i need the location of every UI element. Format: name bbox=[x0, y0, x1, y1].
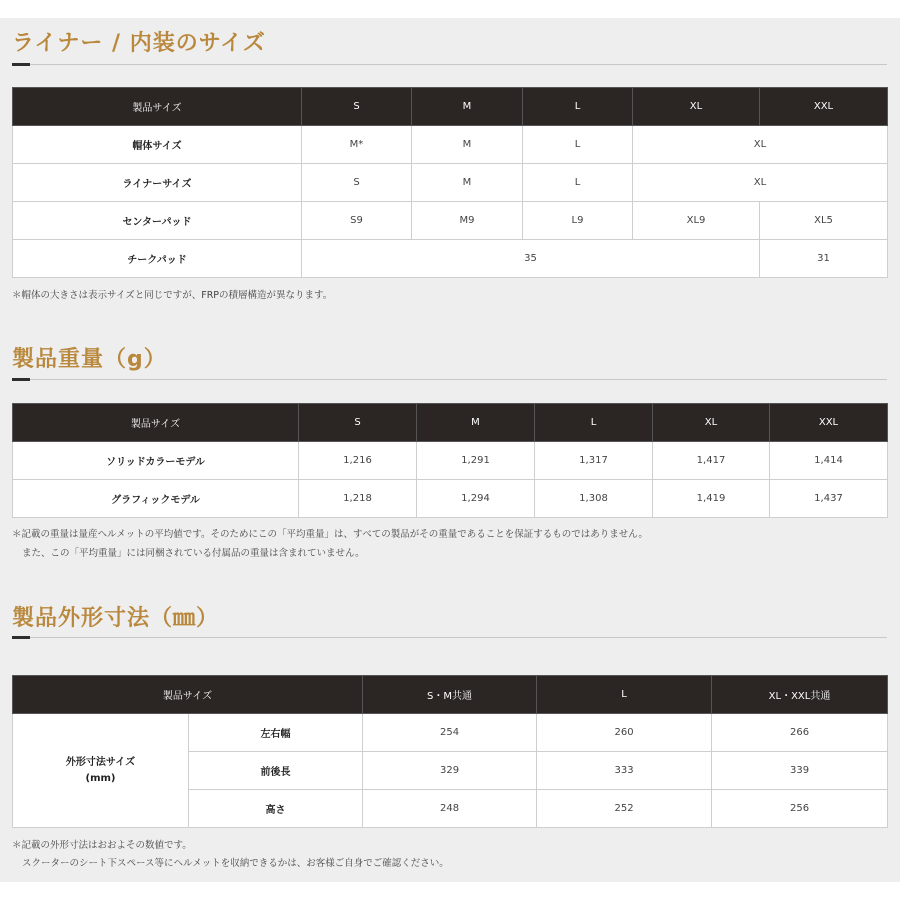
weight-header-xl: XL bbox=[653, 404, 770, 442]
liner-size-table bbox=[12, 87, 888, 278]
cell-value: 266 bbox=[712, 714, 888, 752]
weight-footnote-2: また、この「平均重量」には同梱されている付属品の重量は含まれていません。 bbox=[22, 548, 365, 559]
cell-value: 1,437 bbox=[770, 480, 888, 518]
liner-header-xl: XL bbox=[633, 88, 760, 126]
cell-value: 260 bbox=[537, 714, 712, 752]
weight-table bbox=[12, 403, 888, 518]
cell-value: S bbox=[302, 164, 412, 202]
cell-value: XL5 bbox=[760, 202, 888, 240]
cell-value: 1,414 bbox=[770, 442, 888, 480]
table-row bbox=[13, 480, 888, 518]
cell-value: 1,216 bbox=[299, 442, 417, 480]
weight-header-l: L bbox=[535, 404, 653, 442]
table-row bbox=[13, 442, 888, 480]
cell-value: XL9 bbox=[633, 202, 760, 240]
cell-value: 1,294 bbox=[417, 480, 535, 518]
table-row bbox=[13, 714, 888, 752]
cell-value: 256 bbox=[712, 790, 888, 828]
cell-value: 1,419 bbox=[653, 480, 770, 518]
weight-header-product-size: 製品サイズ bbox=[13, 404, 299, 442]
table-row bbox=[13, 126, 888, 164]
liner-title-rule bbox=[12, 64, 887, 65]
weight-header-m: M bbox=[417, 404, 535, 442]
table-row bbox=[13, 202, 888, 240]
row-label-length: 前後長 bbox=[189, 752, 363, 790]
dimensions-header-product-size: 製品サイズ bbox=[13, 676, 363, 714]
row-label-center-pad: センターパッド bbox=[13, 202, 302, 240]
cell-value: M bbox=[412, 126, 523, 164]
liner-title-accent bbox=[12, 63, 30, 66]
cell-value: XL bbox=[633, 126, 888, 164]
liner-header-row bbox=[13, 88, 888, 126]
row-label-graphic-model: グラフィックモデル bbox=[13, 480, 299, 518]
cell-value: L9 bbox=[523, 202, 633, 240]
cell-value: L bbox=[523, 164, 633, 202]
cell-value: 1,317 bbox=[535, 442, 653, 480]
weight-header-s: S bbox=[299, 404, 417, 442]
weight-section-title: 製品重量（g） bbox=[12, 347, 167, 372]
dimensions-title-rule bbox=[12, 637, 887, 638]
table-row bbox=[13, 240, 888, 278]
liner-header-s: S bbox=[302, 88, 412, 126]
cell-value: XL bbox=[633, 164, 888, 202]
dimensions-section-title: 製品外形寸法（㎜） bbox=[12, 606, 220, 631]
liner-header-l: L bbox=[523, 88, 633, 126]
row-label-width: 左右幅 bbox=[189, 714, 363, 752]
dimensions-header-l: L bbox=[537, 676, 712, 714]
dimensions-header-sm: S・M共通 bbox=[363, 676, 537, 714]
dimensions-footnote-1: ＊記載の外形寸法はおおよその数値です。 bbox=[12, 840, 192, 851]
row-label-liner-size: ライナーサイズ bbox=[13, 164, 302, 202]
cell-value: 31 bbox=[760, 240, 888, 278]
dimensions-header-xl-xxl: XL・XXL共通 bbox=[712, 676, 888, 714]
table-row bbox=[13, 164, 888, 202]
cell-value: 1,291 bbox=[417, 442, 535, 480]
cell-value: M9 bbox=[412, 202, 523, 240]
cell-value: M* bbox=[302, 126, 412, 164]
row-label-height: 高さ bbox=[189, 790, 363, 828]
liner-header-m: M bbox=[412, 88, 523, 126]
row-label-solid-color-model: ソリッドカラーモデル bbox=[13, 442, 299, 480]
liner-section-title: ライナー / 内装のサイズ bbox=[12, 31, 266, 56]
cell-value: 339 bbox=[712, 752, 888, 790]
cell-value: M bbox=[412, 164, 523, 202]
row-label-shell-size: 帽体サイズ bbox=[13, 126, 302, 164]
cell-value: 1,417 bbox=[653, 442, 770, 480]
cell-value: 254 bbox=[363, 714, 537, 752]
dimensions-group-label bbox=[13, 714, 189, 828]
dimensions-title-accent bbox=[12, 636, 30, 639]
weight-header-xxl: XXL bbox=[770, 404, 888, 442]
cell-value: S9 bbox=[302, 202, 412, 240]
liner-header-product-size: 製品サイズ bbox=[13, 88, 302, 126]
cell-value: 1,218 bbox=[299, 480, 417, 518]
weight-footnote-1: ＊記載の重量は量産ヘルメットの平均値です。そのためにこの「平均重量」は、すべての製品がその重量であることを保証するものではありません。 bbox=[12, 529, 648, 540]
cell-value: 248 bbox=[363, 790, 537, 828]
dimensions-group-label-line2: (mm) bbox=[85, 772, 116, 784]
cell-value: L bbox=[523, 126, 633, 164]
weight-header-row bbox=[13, 404, 888, 442]
row-label-cheek-pad: チークパッド bbox=[13, 240, 302, 278]
cell-value: 333 bbox=[537, 752, 712, 790]
cell-value: 35 bbox=[302, 240, 760, 278]
weight-title-rule bbox=[12, 379, 887, 380]
cell-value: 252 bbox=[537, 790, 712, 828]
dimensions-footnote-2: スクーターのシート下スペース等にヘルメットを収納できるかは、お客様ご自身でご確認ください。 bbox=[22, 858, 449, 869]
weight-title-accent bbox=[12, 378, 30, 381]
dimensions-table bbox=[12, 675, 888, 828]
liner-header-xxl: XXL bbox=[760, 88, 888, 126]
liner-footnote: ＊帽体の大きさは表示サイズと同じですが、FRPの積層構造が異なります。 bbox=[12, 290, 333, 301]
dimensions-group-label-line1: 外形寸法サイズ bbox=[65, 756, 136, 768]
cell-value: 329 bbox=[363, 752, 537, 790]
cell-value: 1,308 bbox=[535, 480, 653, 518]
dimensions-header-row bbox=[13, 676, 888, 714]
